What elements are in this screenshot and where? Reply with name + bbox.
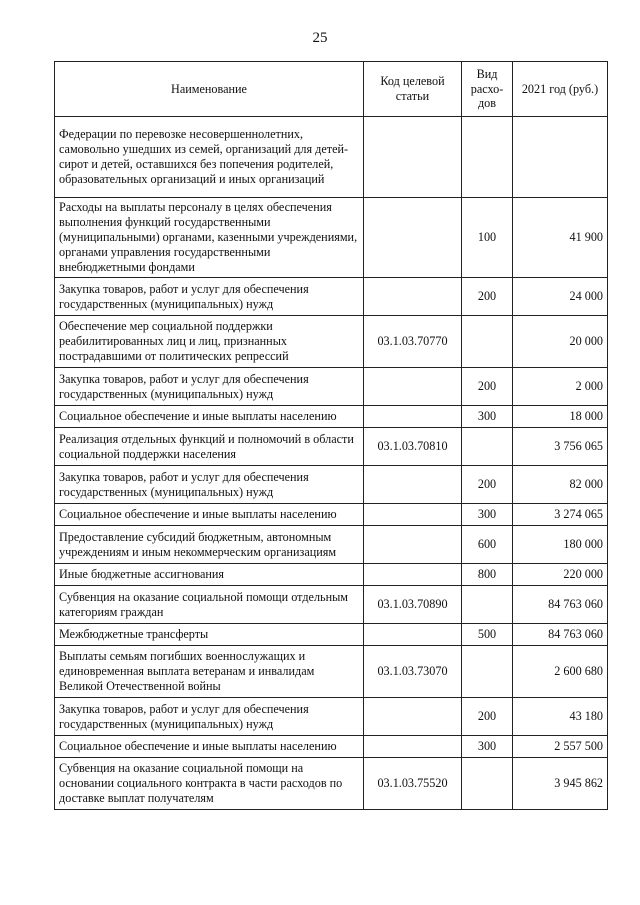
cell-kind: [462, 316, 513, 368]
cell-sum: 3 945 862: [513, 758, 608, 810]
cell-sum: 2 600 680: [513, 646, 608, 698]
cell-code: [364, 466, 462, 504]
cell-name: Федерации по перевозке несовершеннолетних, самовольно ушедших из семей, организаций для детей-сирот и детей, оставшихся без попечения родителей, образовательных организаций и иных организаций: [55, 117, 364, 198]
cell-sum: 18 000: [513, 406, 608, 428]
cell-sum: 2 557 500: [513, 736, 608, 758]
cell-kind: 200: [462, 698, 513, 736]
table-row: [55, 428, 608, 466]
cell-kind: 100: [462, 198, 513, 278]
cell-kind: 600: [462, 526, 513, 564]
cell-code: [364, 278, 462, 316]
table-row: [55, 698, 608, 736]
table-row: [55, 586, 608, 624]
cell-sum: 3 274 065: [513, 504, 608, 526]
cell-code: [364, 736, 462, 758]
cell-sum: [513, 117, 608, 198]
cell-sum: 41 900: [513, 198, 608, 278]
cell-name: Субвенция на оказание социальной помощи на основании социального контракта в части расходов по доставке выплат получателям: [55, 758, 364, 810]
cell-name: Закупка товаров, работ и услуг для обеспечения государственных (муниципальных) нужд: [55, 368, 364, 406]
cell-kind: [462, 758, 513, 810]
cell-sum: 2 000: [513, 368, 608, 406]
cell-name: Предоставление субсидий бюджетным, автономным учреждениям и иным некоммерческим организациям: [55, 526, 364, 564]
cell-kind: 200: [462, 466, 513, 504]
cell-kind: [462, 117, 513, 198]
table-header-row: [55, 62, 608, 117]
cell-kind: 500: [462, 624, 513, 646]
cell-name: Социальное обеспечение и иные выплаты населению: [55, 406, 364, 428]
page-number: 25: [312, 30, 328, 46]
cell-kind: [462, 428, 513, 466]
cell-name: Закупка товаров, работ и услуг для обеспечения государственных (муниципальных) нужд: [55, 466, 364, 504]
cell-name: Субвенция на оказание социальной помощи отдельным категориям граждан: [55, 586, 364, 624]
table-row: [55, 624, 608, 646]
table-row: [55, 646, 608, 698]
cell-code: [364, 504, 462, 526]
cell-code: [364, 526, 462, 564]
table-row: [55, 736, 608, 758]
cell-kind: 300: [462, 736, 513, 758]
cell-name: Расходы на выплаты персоналу в целях обеспечения выполнения функций государственными (муниципальными) органами, казенными учреждениями, органами управления государственными внебюджетными фондами: [55, 198, 364, 278]
cell-sum: 180 000: [513, 526, 608, 564]
cell-name: Закупка товаров, работ и услуг для обеспечения государственных (муниципальных) нужд: [55, 278, 364, 316]
cell-kind: 200: [462, 368, 513, 406]
table-row: [55, 758, 608, 810]
cell-name: Выплаты семьям погибших военнослужащих и единовременная выплата ветеранам и инвалидам Великой Отечественной войны: [55, 646, 364, 698]
budget-table: [54, 61, 608, 810]
cell-name: Иные бюджетные ассигнования: [55, 564, 364, 586]
cell-name: Закупка товаров, работ и услуг для обеспечения государственных (муниципальных) нужд: [55, 698, 364, 736]
cell-code: [364, 117, 462, 198]
table-row: [55, 564, 608, 586]
cell-code: [364, 198, 462, 278]
header-name: Наименование: [55, 62, 364, 117]
header-kind: Вид расхо-дов: [462, 62, 513, 117]
table-row: [55, 198, 608, 278]
cell-sum: 43 180: [513, 698, 608, 736]
cell-name: Социальное обеспечение и иные выплаты населению: [55, 504, 364, 526]
cell-sum: 24 000: [513, 278, 608, 316]
cell-code: [364, 406, 462, 428]
cell-sum: 3 756 065: [513, 428, 608, 466]
table-row: [55, 466, 608, 504]
cell-code: [364, 368, 462, 406]
cell-kind: 300: [462, 504, 513, 526]
table-row: [55, 504, 608, 526]
cell-sum: 84 763 060: [513, 586, 608, 624]
cell-name: Реализация отдельных функций и полномочий в области социальной поддержки населения: [55, 428, 364, 466]
cell-code: 03.1.03.70810: [364, 428, 462, 466]
header-code: Код целевой статьи: [364, 62, 462, 117]
cell-sum: 220 000: [513, 564, 608, 586]
cell-sum: 84 763 060: [513, 624, 608, 646]
header-sum: 2021 год (руб.): [513, 62, 608, 117]
cell-kind: [462, 586, 513, 624]
cell-code: [364, 698, 462, 736]
cell-code: 03.1.03.70890: [364, 586, 462, 624]
table-row: [55, 526, 608, 564]
cell-name: Обеспечение мер социальной поддержки реабилитированных лиц и лиц, признанных пострадавшими от политических репрессий: [55, 316, 364, 368]
cell-kind: 200: [462, 278, 513, 316]
table-row: [55, 316, 608, 368]
cell-sum: 20 000: [513, 316, 608, 368]
table-row: [55, 368, 608, 406]
cell-kind: 300: [462, 406, 513, 428]
table-row: [55, 278, 608, 316]
cell-code: [364, 624, 462, 646]
cell-code: 03.1.03.75520: [364, 758, 462, 810]
cell-kind: [462, 646, 513, 698]
cell-code: 03.1.03.73070: [364, 646, 462, 698]
table-row: [55, 406, 608, 428]
table-body: [55, 117, 608, 810]
cell-name: Межбюджетные трансферты: [55, 624, 364, 646]
cell-code: [364, 564, 462, 586]
cell-name: Социальное обеспечение и иные выплаты населению: [55, 736, 364, 758]
cell-kind: 800: [462, 564, 513, 586]
cell-code: 03.1.03.70770: [364, 316, 462, 368]
cell-sum: 82 000: [513, 466, 608, 504]
table-row: [55, 117, 608, 198]
